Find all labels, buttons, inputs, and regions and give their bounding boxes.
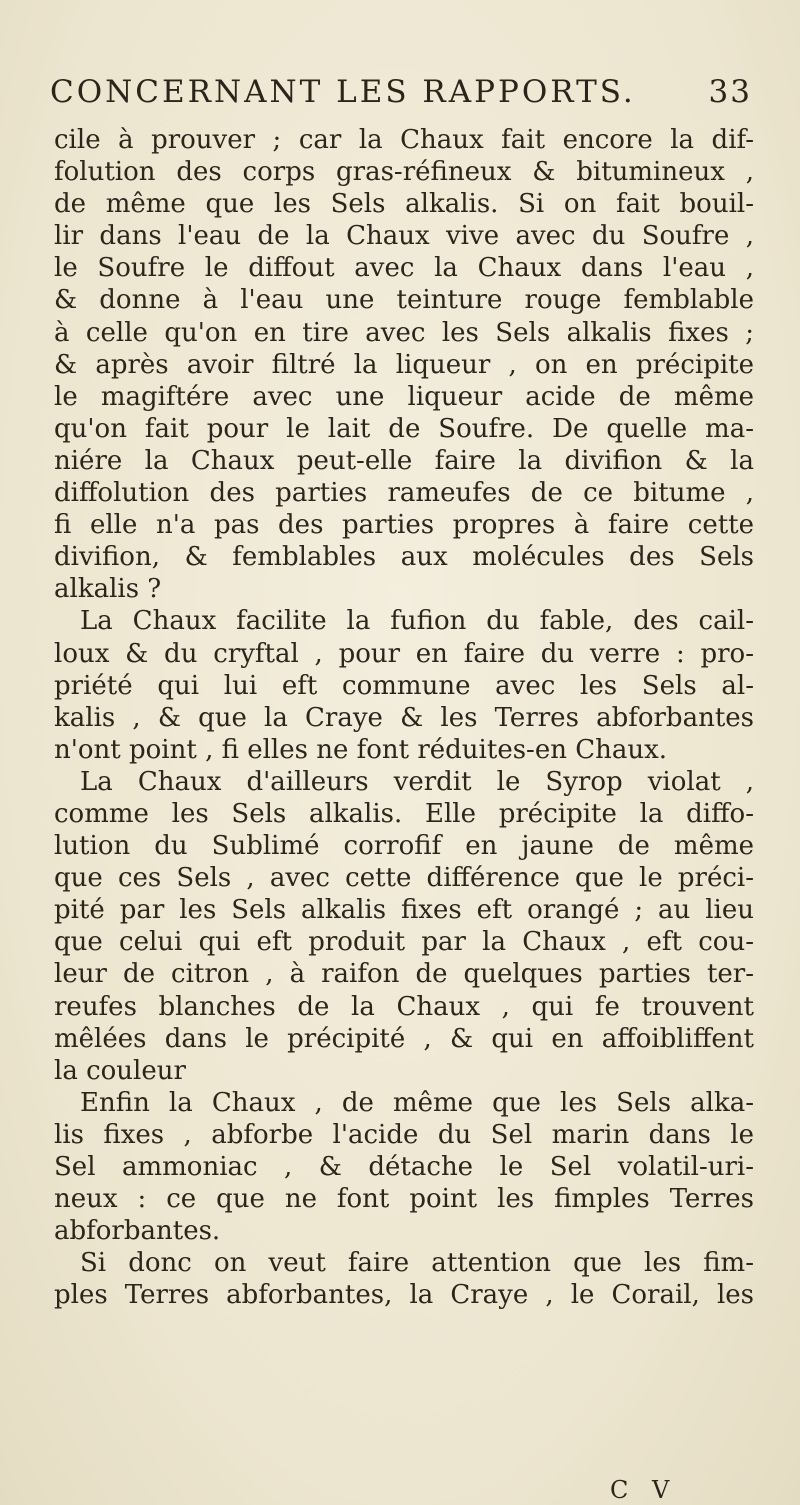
text-line: La Chaux facilite la fufion du fable, des cail- bbox=[80, 606, 754, 637]
text-line: reufes blanches de la Chaux , qui fe trouvent bbox=[54, 991, 754, 1022]
text-line: ples Terres abforbantes, la Craye , le Corail, les bbox=[54, 1280, 754, 1311]
text-line: Enfin la Chaux , de même que les Sels alka- bbox=[80, 1087, 754, 1118]
text-line: La Chaux d'ailleurs verdit le Syrop violat , bbox=[80, 766, 754, 797]
text-line: priété qui lui eft commune avec les Sels al- bbox=[54, 670, 754, 701]
text-line: Si donc on veut faire attention que les fim- bbox=[80, 1248, 754, 1279]
text-line: la couleur bbox=[54, 1055, 186, 1086]
text-line: lir dans l'eau de la Chaux vive avec du Soufre , bbox=[54, 221, 754, 252]
text-line: mêlées dans le précipité , & qui en affoibliffent bbox=[54, 1023, 754, 1054]
text-line: leur de citron , à raifon de quelques parties ter- bbox=[54, 959, 754, 990]
signature-mark: C V bbox=[610, 1476, 678, 1504]
text-line: neux : ce que ne font point les fimples Terres bbox=[54, 1184, 754, 1215]
text-line: à celle qu'on en tire avec les Sels alkalis fixes ; bbox=[54, 317, 754, 348]
text-line: loux & du cryftal , pour en faire du verre : pro- bbox=[54, 638, 754, 669]
text-line: diffolution des parties rameufes de ce bitume , bbox=[54, 478, 754, 509]
text-line: & donne à l'eau une teinture rouge femblable bbox=[54, 285, 754, 316]
text-line: n'ont point , fi elles ne font réduites-en Chaux. bbox=[54, 734, 668, 765]
text-line: niére la Chaux peut-elle faire la divifion & la bbox=[54, 445, 754, 476]
body-text bbox=[54, 124, 754, 1311]
text-line: lution du Sublimé corrofif en jaune de même bbox=[54, 831, 754, 862]
text-line: le Soufre le diffout avec la Chaux dans l'eau , bbox=[54, 253, 754, 284]
text-line: divifion, & femblables aux molécules des Sels bbox=[54, 542, 754, 573]
text-line: qu'on fait pour le lait de Soufre. De quelle ma- bbox=[54, 413, 754, 444]
text-line: pité par les Sels alkalis fixes eft orangé ; au lieu bbox=[54, 895, 754, 926]
text-line: Sel ammoniac , & détache le Sel volatil-uri- bbox=[54, 1152, 754, 1182]
text-line: kalis , & que la Craye & les Terres abforbantes bbox=[54, 702, 754, 733]
text-line: comme les Sels alkalis. Elle précipite la diffo- bbox=[54, 798, 754, 829]
page-header bbox=[40, 74, 760, 118]
text-line: que celui qui eft produit par la Chaux , eft cou- bbox=[54, 927, 754, 958]
text-line: & après avoir filtré la liqueur , on en précipite bbox=[54, 349, 754, 380]
text-line: abforbantes. bbox=[54, 1216, 221, 1247]
text-line: cile à prouver ; car la Chaux fait encore la dif- bbox=[54, 125, 754, 155]
text-line: le magiftére avec une liqueur acide de même bbox=[54, 381, 754, 412]
text-line: folution des corps gras-réfineux & bitumineux , bbox=[54, 157, 754, 188]
running-head: CONCERNANT LES RAPPORTS. bbox=[50, 74, 636, 110]
text-line: fi elle n'a pas des parties propres à faire cette bbox=[54, 510, 754, 541]
text-line: lis fixes , abforbe l'acide du Sel marin dans le bbox=[54, 1119, 754, 1150]
text-line: de même que les Sels alkalis. Si on fait bouil- bbox=[54, 189, 754, 220]
text-line: que ces Sels , avec cette différence que le préci- bbox=[54, 863, 754, 894]
text-line: alkalis ? bbox=[54, 574, 162, 605]
page-number: 33 bbox=[708, 74, 752, 110]
